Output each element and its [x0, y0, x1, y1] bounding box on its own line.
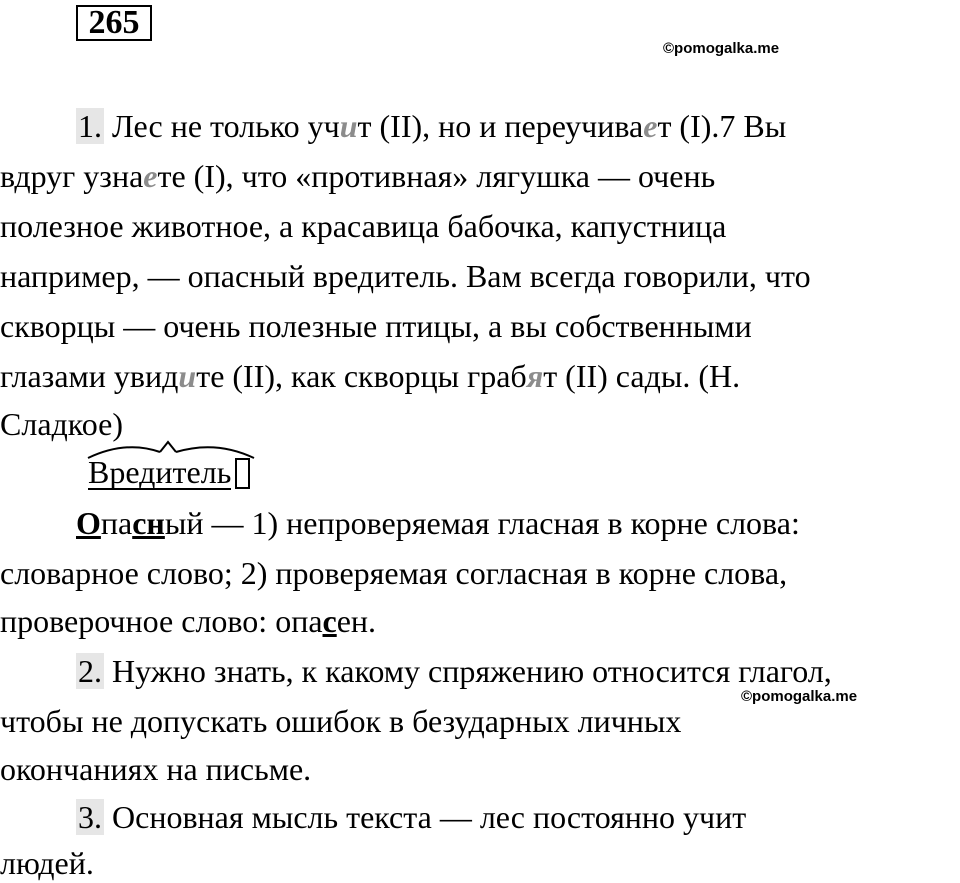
p1-line-7: Сладкое)	[0, 406, 123, 442]
p1-line-5: скворцы — очень полезные птицы, а вы собственными	[0, 308, 752, 344]
text: т (II), но и переучива	[357, 108, 644, 144]
spelling-line-3	[0, 601, 376, 641]
p1-line-6	[0, 356, 740, 396]
text: ен.	[336, 603, 377, 639]
text: проверочное слово: опа	[0, 603, 323, 639]
morph-parse	[88, 452, 250, 492]
ending-vowel: и	[178, 358, 197, 394]
text: т (I).7 Вы	[657, 108, 787, 144]
text: Основная мысль текста — лес постоянно учит	[104, 799, 747, 835]
watermark-top: ©pomogalka.me	[663, 40, 780, 57]
ending-box	[235, 458, 250, 489]
text: Лес не только уч	[104, 108, 340, 144]
text: глазами увид	[0, 358, 179, 394]
p1-line-2	[0, 156, 715, 196]
text: те (I), что «противная» лягушка — очень	[157, 158, 716, 194]
text: ый	[164, 505, 204, 541]
text: т (II) сады. (Н.	[543, 358, 741, 394]
letter: с	[322, 603, 337, 639]
letter: сн	[132, 505, 165, 541]
ending-vowel: е	[643, 108, 658, 144]
p2-line-2: чтобы не допускать ошибок в безударных личных	[0, 703, 682, 739]
ending-vowel: и	[339, 108, 358, 144]
ending-vowel: е	[143, 158, 158, 194]
p1-line-4: например, — опасный вредитель. Вам всегда говорили, что	[0, 258, 811, 294]
p2-line-1	[76, 651, 832, 691]
spelling-line-2: словарное слово; 2) проверяемая согласная в корне слова,	[0, 555, 788, 591]
p1-line-3: полезное животное, а красавица бабочка, капустница	[0, 208, 727, 244]
text: — 1) непроверяемая гласная в корне слова:	[203, 505, 800, 541]
p3-line-1	[76, 797, 746, 837]
p2-line-3: окончаниях на письме.	[0, 751, 312, 787]
watermark-mid: ©pomogalka.me	[741, 688, 858, 705]
text: Нужно знать, к какому спряжению относится глагол,	[104, 653, 832, 689]
morph-word: Вредитель	[88, 454, 232, 490]
text: вдруг узна	[0, 158, 144, 194]
p1-marker: 1.	[78, 108, 102, 144]
ending-vowel: я	[526, 358, 544, 394]
p3-line-2: людей.	[0, 845, 94, 881]
letter: О	[76, 505, 101, 541]
p1-line-1	[76, 106, 786, 146]
text: те (II), как скворцы граб	[196, 358, 527, 394]
p2-marker: 2.	[78, 653, 102, 689]
p3-marker: 3.	[78, 799, 102, 835]
text: па	[100, 505, 133, 541]
exercise-number: 265	[76, 5, 152, 41]
spelling-line-1	[76, 503, 800, 543]
